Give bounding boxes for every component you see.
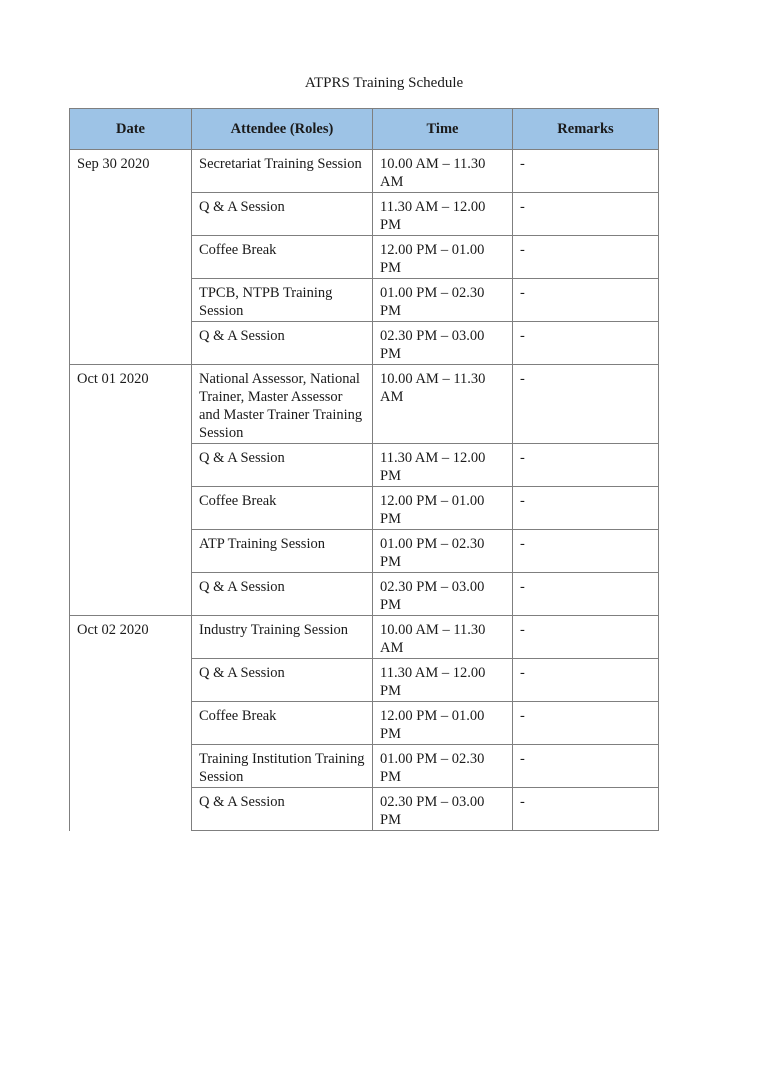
table-row (70, 616, 659, 659)
remarks-cell: - (513, 322, 659, 365)
time-cell: 01.00 PM – 02.30 PM (373, 279, 513, 322)
schedule-table (69, 108, 659, 831)
attendee-cell: Q & A Session (192, 193, 373, 236)
attendee-cell: National Assessor, National Trainer, Master Assessor and Master Trainer Training Session (192, 365, 373, 444)
time-cell: 11.30 AM – 12.00 PM (373, 659, 513, 702)
time-cell: 11.30 AM – 12.00 PM (373, 193, 513, 236)
time-cell: 11.30 AM – 12.00 PM (373, 444, 513, 487)
attendee-cell: Coffee Break (192, 487, 373, 530)
attendee-cell: Q & A Session (192, 322, 373, 365)
time-cell: 12.00 PM – 01.00 PM (373, 487, 513, 530)
table-row (70, 365, 659, 444)
remarks-cell: - (513, 702, 659, 745)
remarks-cell: - (513, 236, 659, 279)
time-cell: 02.30 PM – 03.00 PM (373, 573, 513, 616)
date-cell: Oct 02 2020 (70, 616, 192, 831)
time-cell: 10.00 AM – 11.30 AM (373, 150, 513, 193)
attendee-cell: Secretariat Training Session (192, 150, 373, 193)
remarks-cell: - (513, 659, 659, 702)
attendee-cell: Industry Training Session (192, 616, 373, 659)
table-header (70, 109, 659, 150)
remarks-cell: - (513, 279, 659, 322)
remarks-cell: - (513, 193, 659, 236)
remarks-cell: - (513, 573, 659, 616)
time-cell: 01.00 PM – 02.30 PM (373, 745, 513, 788)
remarks-cell: - (513, 616, 659, 659)
remarks-cell: - (513, 365, 659, 444)
page-title: ATPRS Training Schedule (304, 75, 464, 91)
header-date: Date (70, 109, 192, 150)
remarks-cell: - (513, 444, 659, 487)
header-attendee: Attendee (Roles) (192, 109, 373, 150)
remarks-cell: - (513, 788, 659, 831)
remarks-cell: - (513, 487, 659, 530)
attendee-cell: ATP Training Session (192, 530, 373, 573)
attendee-cell: Q & A Session (192, 573, 373, 616)
attendee-cell: Q & A Session (192, 444, 373, 487)
date-cell: Oct 01 2020 (70, 365, 192, 616)
attendee-cell: TPCB, NTPB Training Session (192, 279, 373, 322)
header-row (70, 109, 659, 150)
attendee-cell: Training Institution Training Session (192, 745, 373, 788)
time-cell: 01.00 PM – 02.30 PM (373, 530, 513, 573)
time-cell: 12.00 PM – 01.00 PM (373, 236, 513, 279)
attendee-cell: Coffee Break (192, 236, 373, 279)
header-remarks: Remarks (513, 109, 659, 150)
time-cell: 10.00 AM – 11.30 AM (373, 616, 513, 659)
header-time: Time (373, 109, 513, 150)
remarks-cell: - (513, 150, 659, 193)
attendee-cell: Coffee Break (192, 702, 373, 745)
date-cell: Sep 30 2020 (70, 150, 192, 365)
table-body (70, 150, 659, 831)
remarks-cell: - (513, 530, 659, 573)
remarks-cell: - (513, 745, 659, 788)
time-cell: 12.00 PM – 01.00 PM (373, 702, 513, 745)
table-row (70, 150, 659, 193)
time-cell: 02.30 PM – 03.00 PM (373, 788, 513, 831)
time-cell: 10.00 AM – 11.30 AM (373, 365, 513, 444)
attendee-cell: Q & A Session (192, 659, 373, 702)
attendee-cell: Q & A Session (192, 788, 373, 831)
time-cell: 02.30 PM – 03.00 PM (373, 322, 513, 365)
